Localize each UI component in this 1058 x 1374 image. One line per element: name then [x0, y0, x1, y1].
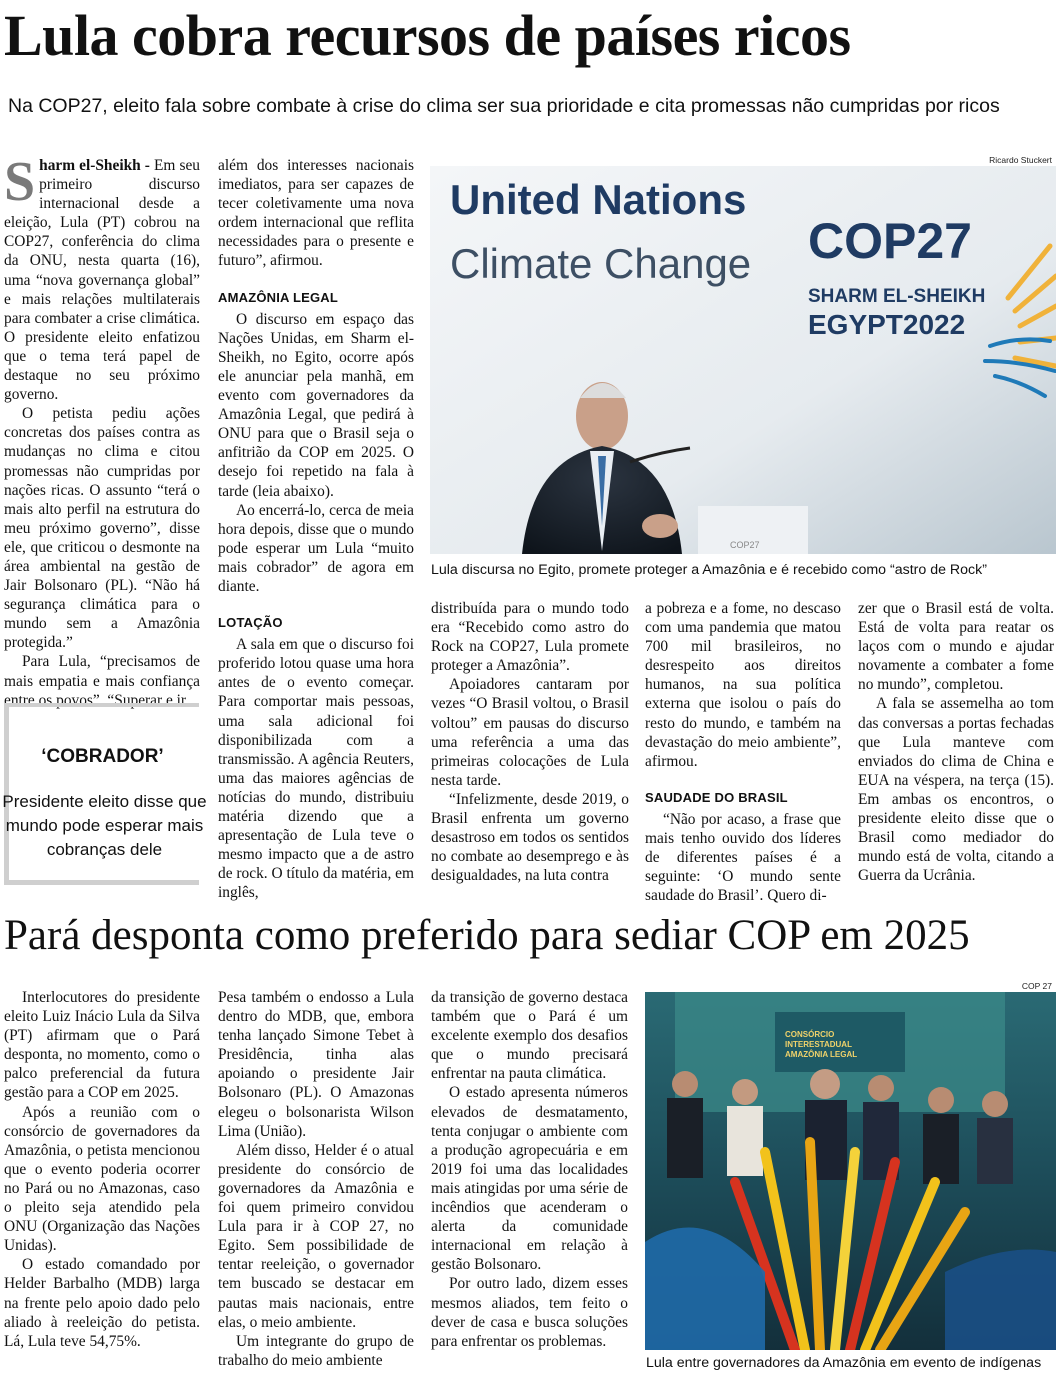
paragraph: zer que o Brasil está de volta. Está de volta para reatar os laços com o mundo e ajudar novamente a combater a fome no mundo”, completou. [858, 600, 1054, 694]
lead-text: Em seu primeiro discurso internacional desde a eleição, Lula (PT) cobrou na COP27, conferência do clima da ONU, nesta quarta (16), uma “nova governança global” e mais relações multilaterais para combater a crise climática. O presidente eleito enfatizou que o tema terá papel de destaque no seu próximo governo. [4, 157, 200, 404]
second-headline: Pará desponta como preferido para sediar COP em 2025 [4, 912, 970, 959]
photo-credit: Ricardo Stuckert [989, 155, 1052, 165]
article1-column-5 [858, 599, 1054, 885]
article1-column-1 [4, 151, 200, 710]
paragraph: Um integrante do grupo de trabalho do meio ambiente [218, 1332, 414, 1369]
paragraph: Além disso, Helder é o atual presidente do consórcio de governadores da Amazônia e foi quem primeiro convidou Lula para ir à COP 27, no Egito. Sem possibilidade de tentar reeleição, o governador tem buscado se destacar em pautas mais nacionais, entre elas, o meio ambiente. [218, 1141, 414, 1331]
paragraph: A fala se assemelha ao tom das conversas a portas fechadas que Lula manteve com enviados do clima de China e EUA na véspera, na terça (15). Em ambas os encontros, o presidente eleito disse que o Brasil como mediador do mundo está de volta, citando a Guerra da Ucrânia. [858, 695, 1054, 885]
paragraph: Ao encerrá-lo, cerca de meia hora depois, disse que o mundo pode esperar um Lula “muito mais cobrador” de agora em diante. [218, 501, 414, 595]
paragraph: O estado comandado por Helder Barbalho (MDB) larga na frente pelo apoio dado pelo aliado à reeleição do petista. Lá, Lula teve 54,75%. [4, 1256, 200, 1350]
article1-column-2 [218, 156, 414, 902]
paragraph: O estado apresenta números elevados de desmatamento, tenta conjugar o ambiente com a produção agropecuária e em 2019 foi uma das localidades mais atingidas por uma série de incêndios que acenderam o alerta da comunidade internacional em relação à gestão Bolsonaro. [431, 1084, 628, 1274]
paragraph: Interlocutores do presidente eleito Luiz Inácio Lula da Silva (PT) afirmam que o Pará desponta, no momento, como o palco preferencial da futura gestão para a COP em 2025. [4, 989, 200, 1102]
paragraph: da transição de governo destaca também que o Pará é um excelente exemplo dos desafios que o mundo precisará enfrentar na pauta climática. [431, 989, 628, 1083]
photo-tag: COP 27 [1021, 981, 1052, 991]
second-photo [645, 992, 1056, 1350]
paragraph: “Infelizmente, desde 2019, o Brasil enfrenta um governo desastroso em todos os sentidos no combate ao desemprego e às desigualdades, na luta contra [431, 790, 629, 885]
paragraph: Por outro lado, dizem esses mesmos aliados, tem feito o dever de casa e busca soluções para enfrentar os problemas. [431, 1275, 628, 1350]
governors-event-illustration [645, 992, 1056, 1350]
pull-quote-text: Presidente eleito disse que mundo pode esperar mais cobranças dele [2, 792, 207, 859]
second-photo-caption: Lula entre governadores da Amazônia em evento de indígenas [646, 1355, 1042, 1371]
article1-column-4 [645, 599, 841, 905]
paragraph: Após a reunião com o consórcio de governadores da Amazônia, o petista mencionou que o evento poderia ocorrer no Pará ou no Amazonas, caso o pleito seja atendido pela ONU (Organização das Nações Unidas). [4, 1103, 200, 1255]
article2-column-1 [4, 988, 200, 1351]
banner-text: CONSÓRCIO INTERESTADUAL AMAZÔNIA LEGAL [785, 1030, 858, 1059]
paragraph: distribuída para o mundo todo era “Recebido como astro do Rock na COP27, Lula promete proteger a Amazônia”. [431, 600, 629, 675]
svg-text:COP27: COP27 [730, 540, 760, 550]
paragraph: a pobreza e a fome, no descaso com uma pandemia que matou 700 mil brasileiros, no desrespeito aos direitos humanos, na sua política externa que isolou o país do resto do mundo, e também na devastação do meio ambiente”, afirmou. [645, 600, 841, 770]
photo-text-un: United Nations [450, 176, 747, 223]
photo-text-cop27: COP27 [808, 213, 972, 269]
subheadline: Na COP27, eleito fala sobre combate à crise do clima ser sua prioridade e cita promessas não cumpridas por ricos [8, 95, 1000, 117]
photo-text-climate: Climate Change [450, 240, 752, 287]
article2-column-3 [431, 988, 628, 1351]
paragraph: Apoiadores cantaram por vezes “O Brasil voltou, o Brasil voltou” em pausas do discurso uma referência a uma das primeiras colocações de Lula nesta tarde. [431, 676, 629, 789]
paragraph: Para Lula, “precisamos de mais empatia e mais confiança entre os povos”. “Superar e ir [4, 653, 200, 709]
photo-text-egypt: EGYPT2022 [808, 309, 966, 340]
pull-quote-title: ‘COBRADOR’ [41, 746, 164, 767]
section-heading-amazonia: AMAZÔNIA LEGAL [218, 289, 339, 305]
paragraph: O discurso em espaço das Nações Unidas, em Sharm el-Sheikh, no Egito, ocorre após ele anunciar pela manhã, em evento com governadores da Amazônia Legal, que pedirá à ONU para que o Brasil seja o anfitrião da COP em 2025. O desejo foi repetido na fala à tarde (leia abaixo). [218, 310, 414, 500]
paragraph: A sala em que o discurso foi proferido lotou quase uma hora antes de o evento começar. Para comportar mais pessoas, uma sala adicional foi disponibilizada com a transmissão. A agência Reuters, uma das maiores agências de notícias do mundo, distribuiu matéria dizendo que a apresentação de Lula teve o mesmo impacto que a de astro de rock. O título da matéria, em inglês, [218, 636, 414, 902]
main-photo [430, 166, 1056, 554]
cop27-stage-illustration [430, 166, 1056, 554]
photo-text-city: SHARM EL-SHEIKH [808, 286, 986, 307]
main-photo-caption: Lula discursa no Egito, promete proteger a Amazônia e é recebido como “astro de Rock” [431, 562, 987, 578]
dateline: harm el-Sheikh - [39, 157, 150, 174]
paragraph: O petista pediu ações concretas dos países contra as mudanças no clima e citou promessas não cumpridas por nações ricas. O assunto “terá o mais alto perfil na estrutura do meu próximo governo”, disse ele, que criticou o desmonte na área ambiental na gestão de Jair Bolsonaro (PL). “Não há segurança climática para o mundo sem a Amazônia protegida.” [4, 405, 200, 652]
article2-column-2 [218, 988, 414, 1370]
drop-cap: S [4, 151, 36, 213]
main-headline: Lula cobra recursos de países ricos [4, 3, 851, 68]
paragraph: “Não por acaso, a frase que mais tenho ouvido dos líderes de diferentes países é a seguinte: ‘O mundo sente saudade do Brasil’. Quero di- [645, 810, 841, 905]
article1-column-3 [431, 599, 629, 885]
lead-paragraph [4, 151, 200, 404]
paragraph: além dos interesses nacionais imediatos, para ser capazes de tecer coletivamente uma nova ordem internacional que reflita necessidades para o presente e futuro”, afirmou. [218, 157, 414, 270]
section-heading-saudade: SAUDADE DO BRASIL [645, 789, 788, 805]
paragraph: Pesa também o endosso a Lula dentro do MDB, que, embora tenha lançado Simone Tebet à Presidência, tinha alas apoiando o presidente Jair Bolsonaro (PL). O Amazonas elegeu o bolsonarista Wilson Lima (União). [218, 989, 414, 1140]
section-heading-lotacao: LOTAÇÃO [218, 615, 283, 631]
